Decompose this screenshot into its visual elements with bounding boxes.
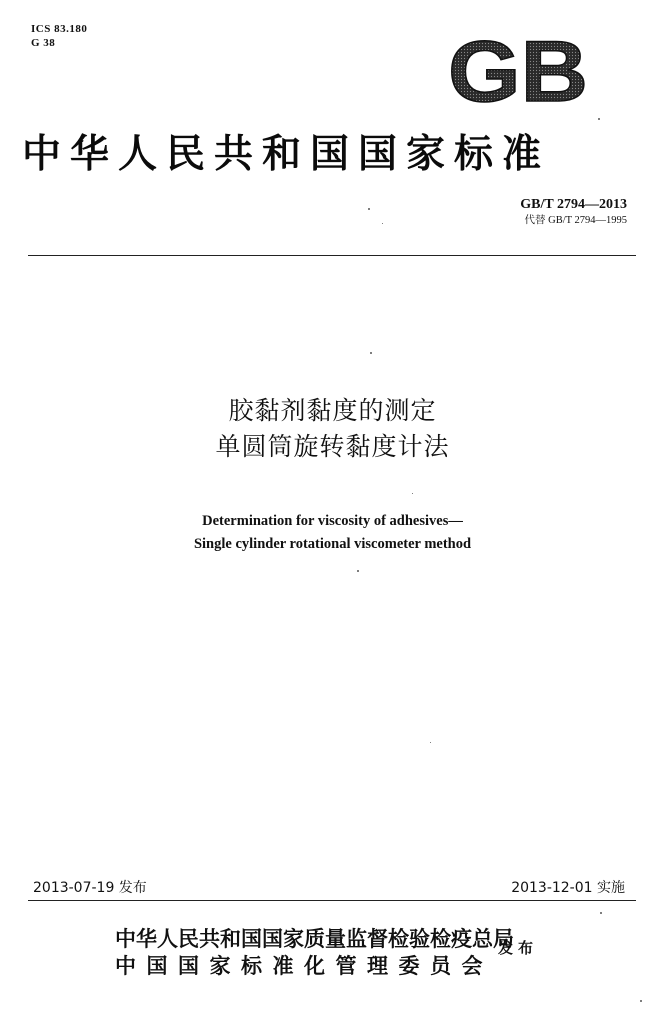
top-divider [28,255,636,256]
replaces-standard: 代替 GB/T 2794—1995 [524,215,627,226]
scan-speck [600,912,602,914]
ics-code: ICS 83.180 [31,23,88,35]
english-title [0,510,665,556]
issuing-authorities [115,925,514,979]
standard-number-block [520,196,627,228]
english-title-line1: Determination for viscosity of adhesives— [202,513,463,529]
scan-speck [430,742,431,743]
classification-codes [31,22,87,50]
issuer-line2: 中国国家标准化管理委员会 [115,953,493,978]
chinese-title-line2: 单圆筒旋转黏度计法 [215,432,450,461]
chinese-title [0,393,665,465]
ccs-code: G 38 [31,37,56,49]
issue-date: 2013-07-19 发布 [33,880,147,896]
standard-number: GB/T 2794—2013 [520,197,627,212]
scan-speck [412,493,413,494]
scan-speck [357,570,359,572]
scan-speck [640,1000,642,1002]
scan-speck [598,118,600,120]
english-title-line2: Single cylinder rotational viscometer method [193,536,472,552]
gb-logo [445,33,591,110]
publish-label: 发布 [498,939,539,957]
national-standard-heading: 中华人民共和国国家标准 [22,131,551,177]
gb-logo-text: GB [448,33,588,110]
scan-speck [368,208,370,210]
scan-speck [370,352,372,354]
chinese-title-line1: 胶黏剂黏度的测定 [228,396,437,425]
issuer-line1: 中华人民共和国国家质量监督检验检疫总局 [115,926,514,951]
scan-speck [382,223,383,224]
implementation-date: 2013-12-01 实施 [511,880,625,896]
bottom-divider [28,900,636,901]
